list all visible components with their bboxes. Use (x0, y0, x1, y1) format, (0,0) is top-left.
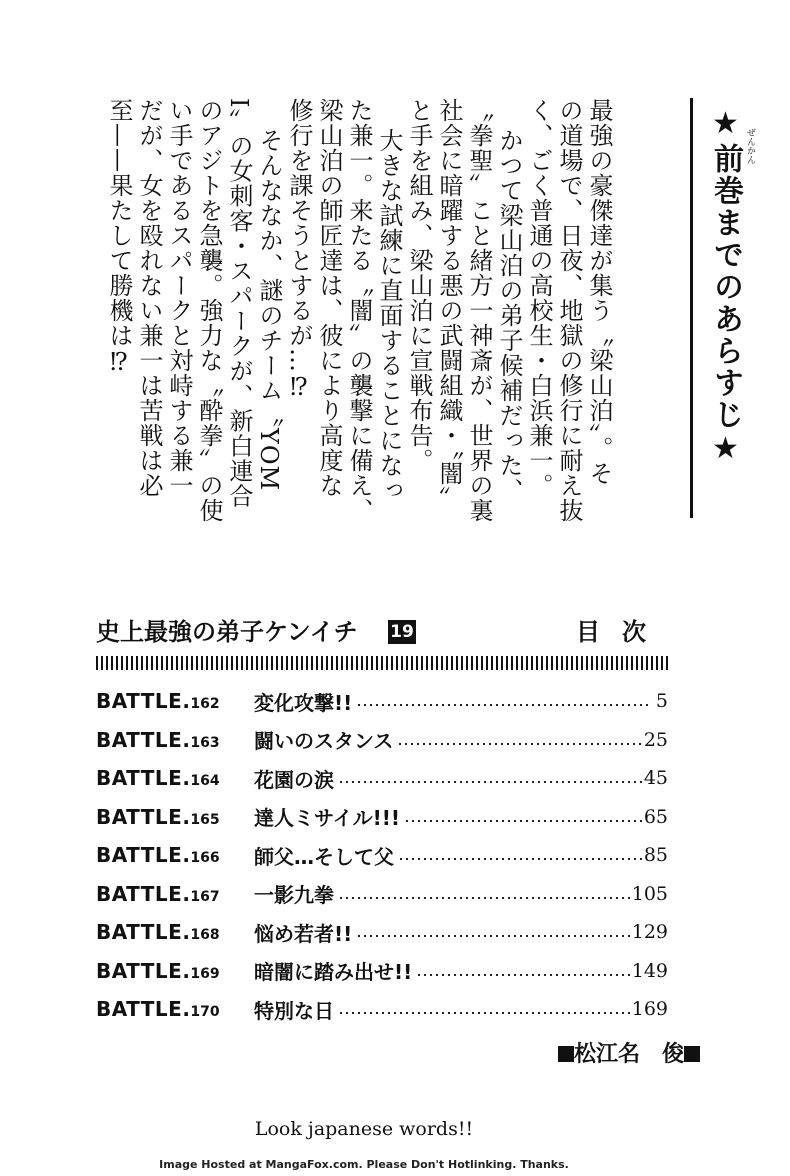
dot-leader (340, 897, 630, 899)
dot-leader (418, 974, 629, 976)
heading-divider (690, 98, 693, 518)
toc-row (96, 875, 668, 914)
synopsis-line: い手であるスパークと対峙する兼一 (165, 98, 193, 498)
chapter-title: 変化攻撃!! (254, 690, 353, 715)
page-number: 85 (643, 844, 668, 867)
toc-list (96, 682, 668, 1029)
chapter-prefix: BATTLE. (96, 843, 191, 868)
chapter-prefix: BATTLE. (96, 997, 191, 1022)
chapter-number: 164 (190, 773, 220, 790)
dot-leader (340, 1012, 630, 1014)
chapter-number: 168 (190, 927, 220, 944)
chapter-label (96, 843, 254, 867)
chapter-title: 花園の涙 (254, 767, 334, 792)
toc-row (96, 759, 668, 798)
synopsis-block (78, 98, 755, 523)
synopsis-line: のアジトを急襲。強力な〝酔拳〟の使 (195, 98, 223, 523)
chapter-title: 一影九拳 (254, 883, 334, 908)
chapter-title: 師父…そして父 (254, 844, 394, 869)
chapter-label (96, 997, 254, 1021)
synopsis-line: く、ごく普通の高校生・白浜兼一。 (525, 98, 553, 498)
watermark-text: Image Hosted at MangaFox.com. Please Don't Hotlinking. Thanks. (159, 1158, 569, 1171)
chapter-label (96, 882, 254, 906)
synopsis-line: 至——果たして勝機は⁉ (105, 98, 133, 377)
page-number: 5 (655, 690, 668, 713)
volume-badge: 19 (388, 620, 416, 644)
synopsis-heading: ★前巻までのあらすじ★ (708, 106, 743, 468)
chapter-number: 163 (190, 734, 220, 751)
toc-row (96, 913, 668, 952)
synopsis-line: 社会に暗躍する悪の武闘組織・〝闇〟 (435, 98, 463, 511)
synopsis-line: 最強の豪傑達が集う〝梁山泊〟。そ (585, 98, 613, 486)
chapter-number: 162 (190, 696, 220, 713)
chapter-prefix: BATTLE. (96, 727, 191, 752)
page-number: 25 (643, 728, 668, 751)
dot-leader (358, 935, 629, 937)
series-title: 史上最強の弟子ケンイチ (96, 618, 358, 646)
hatched-divider (96, 656, 668, 670)
synopsis-line: かつて梁山泊の弟子候補だった、 (495, 128, 523, 503)
chapter-title: 特別な日 (254, 998, 334, 1023)
chapter-title: 闘いのスタンス (254, 729, 394, 754)
chapter-number: 166 (190, 850, 220, 867)
synopsis-line: 大きな試練に直面することになっ (375, 128, 403, 503)
chapter-prefix: BATTLE. (96, 766, 191, 791)
page-number: 45 (643, 767, 668, 790)
chapter-label (96, 805, 254, 829)
chapter-label (96, 920, 254, 944)
square-bullet-icon (684, 1046, 700, 1062)
scanlation-caption: Look japanese words!! (254, 1118, 474, 1140)
chapter-number: 167 (190, 888, 220, 905)
synopsis-line: そんななか、謎のチーム〝YOM (255, 128, 283, 492)
toc-row (96, 721, 668, 760)
chapter-number: 170 (190, 1004, 220, 1021)
chapter-title: 暗闇に踏み出せ!! (254, 960, 413, 985)
synopsis-line: 修行を課そうとするが…⁉ (285, 98, 313, 402)
chapter-number: 169 (190, 965, 220, 982)
chapter-prefix: BATTLE. (96, 958, 191, 983)
page-number: 149 (631, 959, 668, 982)
chapter-label (96, 766, 254, 790)
page-number: 129 (631, 921, 668, 944)
square-bullet-icon (558, 1046, 574, 1062)
dot-leader (400, 858, 642, 860)
chapter-prefix: BATTLE. (96, 881, 191, 906)
toc-header (96, 616, 668, 650)
page-number: 105 (631, 882, 668, 905)
chapter-label (96, 689, 254, 713)
author-credit (558, 1040, 700, 1070)
toc-row (96, 990, 668, 1029)
chapter-number: 165 (190, 811, 220, 828)
synopsis-line: の道場で、日夜、地獄の修行に耐え抜 (555, 98, 583, 523)
chapter-prefix: BATTLE. (96, 920, 191, 945)
chapter-title: 達人ミサイル!!! (254, 806, 400, 831)
synopsis-line: 〝拳聖〟こと緒方一神斎が、世界の裏 (465, 98, 493, 523)
author-name: 松江名 俊 (573, 1042, 684, 1067)
toc-row (96, 952, 668, 991)
page-number: 65 (643, 805, 668, 828)
synopsis-line: I〟の女刺客・スパークが、新白連合 (225, 98, 253, 509)
synopsis-line: だが、女を殴れない兼一は苦戦は必 (135, 98, 163, 498)
synopsis-line: と手を組み、梁山泊に宣戦布告。 (405, 98, 433, 473)
dot-leader (358, 704, 650, 706)
dot-leader (399, 743, 641, 745)
synopsis-line: た兼一。来たる〝闇〟の襲撃に備え、 (345, 98, 373, 523)
chapter-prefix: BATTLE. (96, 689, 191, 714)
chapter-label (96, 959, 254, 983)
toc-label: 目次 (576, 618, 668, 646)
toc-row (96, 836, 668, 875)
synopsis-heading-block (690, 98, 790, 528)
synopsis-line: 梁山泊の師匠達は、彼により高度な (315, 98, 343, 498)
toc-row (96, 798, 668, 837)
chapter-prefix: BATTLE. (96, 804, 191, 829)
dot-leader (406, 820, 642, 822)
chapter-label (96, 728, 254, 752)
chapter-title: 悩め若者!! (254, 921, 353, 946)
dot-leader (340, 781, 642, 783)
heading-ruby: ぜんかん (745, 128, 755, 164)
page-number: 169 (631, 998, 668, 1021)
toc-row (96, 682, 668, 721)
